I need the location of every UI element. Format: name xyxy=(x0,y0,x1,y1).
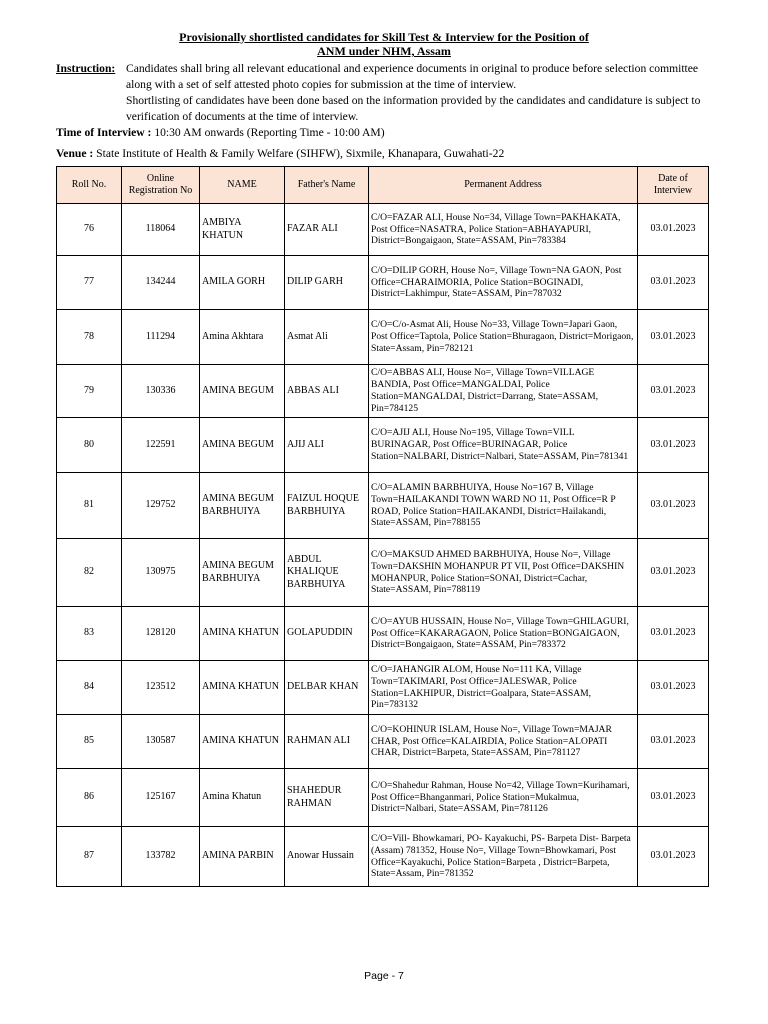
cell-roll: 78 xyxy=(57,310,122,365)
cell-date: 03.01.2023 xyxy=(638,539,709,607)
cell-registration: 130336 xyxy=(122,365,200,418)
cell-registration: 129752 xyxy=(122,473,200,539)
column-header-name: NAME xyxy=(200,167,285,204)
cell-roll: 76 xyxy=(57,204,122,256)
cell-date: 03.01.2023 xyxy=(638,365,709,418)
cell-date: 03.01.2023 xyxy=(638,418,709,473)
instruction-line: Shortlisting of candidates have been done based on the information provided by the candidates and candidature is subject to xyxy=(126,94,701,107)
table-row xyxy=(57,204,709,256)
table-row xyxy=(57,256,709,310)
page-number: Page - 7 xyxy=(364,970,404,982)
cell-registration: 118064 xyxy=(122,204,200,256)
table-row xyxy=(57,715,709,769)
cell-name: Amina Khatun xyxy=(200,769,285,827)
cell-address: C/O=ALAMIN BARBHUIYA, House No=167 B, Village Town=HAILAKANDI TOWN WARD NO 11, Post Office=R P ROAD, Police Station=HAILAKANDI, District=Hailakandi, State=ASSAM, Pin=788155 xyxy=(369,473,638,539)
column-header-date: Date of Interview xyxy=(638,167,709,204)
cell-name: AMILA GORH xyxy=(200,256,285,310)
table-row xyxy=(57,310,709,365)
cell-roll: 81 xyxy=(57,473,122,539)
cell-father-name: FAIZUL HOQUE BARBHUIYA xyxy=(285,473,369,539)
instruction-line: along with a set of self attested photo copies for submission at the time of interview. xyxy=(126,78,517,91)
cell-registration: 128120 xyxy=(122,607,200,661)
column-header-registration: Online Registration No xyxy=(122,167,200,204)
interview-time-label: Time of Interview : xyxy=(56,126,152,139)
cell-registration: 125167 xyxy=(122,769,200,827)
cell-registration: 134244 xyxy=(122,256,200,310)
cell-name: AMINA PARBIN xyxy=(200,827,285,887)
cell-father-name: ABDUL KHALIQUE BARBHUIYA xyxy=(285,539,369,607)
instruction-line: Candidates shall bring all relevant educational and experience documents in original to produce before selection committee xyxy=(126,62,699,75)
candidates-table xyxy=(56,166,709,887)
cell-roll: 79 xyxy=(57,365,122,418)
cell-father-name: FAZAR ALI xyxy=(285,204,369,256)
column-header-address: Permanent Address xyxy=(369,167,638,204)
cell-father-name: DILIP GARH xyxy=(285,256,369,310)
cell-roll: 82 xyxy=(57,539,122,607)
interview-venue-value: State Institute of Health & Family Welfare (SIHFW), Sixmile, Khanapara, Guwahati-22 xyxy=(93,147,505,160)
cell-registration: 122591 xyxy=(122,418,200,473)
cell-roll: 77 xyxy=(57,256,122,310)
cell-date: 03.01.2023 xyxy=(638,715,709,769)
cell-address: C/O=ABBAS ALI, House No=, Village Town=VILLAGE BANDIA, Post Office=MANGALDAI, Police Station=MANGALDAI, District=Darrang, State=ASSAM, Pin=784125 xyxy=(369,365,638,418)
cell-name: AMINA BEGUM xyxy=(200,418,285,473)
cell-address: C/O=FAZAR ALI, House No=34, Village Town=PAKHAKATA, Post Office=NASATRA, Police Station=ABHAYAPURI, District=Bongaigaon, State=ASSAM, Pin=783384 xyxy=(369,204,638,256)
cell-roll: 85 xyxy=(57,715,122,769)
cell-name: AMINA KHATUN xyxy=(200,715,285,769)
cell-date: 03.01.2023 xyxy=(638,661,709,715)
table-row xyxy=(57,418,709,473)
column-header-roll: Roll No. xyxy=(57,167,122,204)
cell-father-name: ABBAS ALI xyxy=(285,365,369,418)
cell-father-name: AJIJ ALI xyxy=(285,418,369,473)
cell-father-name: Anowar Hussain xyxy=(285,827,369,887)
cell-name: AMINA BEGUM xyxy=(200,365,285,418)
cell-address: C/O=DILIP GORH, House No=, Village Town=NA GAON, Post Office=CHARAIMORIA, Police Station=BOGINADI, District=Lakhimpur, State=ASSAM, Pin=787032 xyxy=(369,256,638,310)
table-row xyxy=(57,365,709,418)
table-row xyxy=(57,607,709,661)
cell-date: 03.01.2023 xyxy=(638,310,709,365)
cell-address: C/O=KOHINUR ISLAM, House No=, Village Town=MAJAR CHAR, Post Office=KALAIRDIA, Police Station=ALOPATI CHAR, District=Barpeta, State=ASSAM, Pin=781127 xyxy=(369,715,638,769)
cell-name: AMINA KHATUN xyxy=(200,607,285,661)
cell-address: C/O=AJIJ ALI, House No=195, Village Town=VILL BURINAGAR, Post Office=BURINAGAR, Police Station=NALBARI, District=Nalbari, State=ASSAM, Pin=781341 xyxy=(369,418,638,473)
cell-roll: 83 xyxy=(57,607,122,661)
cell-address: C/O=Shahedur Rahman, House No=42, Village Town=Kurihamari, Post Office=Bhanganmari, Police Station=Mukalmua, District=Nalbari, State=ASSAM, Pin=781126 xyxy=(369,769,638,827)
cell-date: 03.01.2023 xyxy=(638,473,709,539)
instruction-line: verification of documents at the time of interview. xyxy=(126,110,359,123)
cell-registration: 123512 xyxy=(122,661,200,715)
table-header-row xyxy=(57,167,709,204)
interview-time-value: 10:30 AM onwards (Reporting Time - 10:00 AM) xyxy=(151,126,385,139)
cell-roll: 86 xyxy=(57,769,122,827)
cell-name: AMINA BEGUM BARBHUIYA xyxy=(200,539,285,607)
cell-date: 03.01.2023 xyxy=(638,204,709,256)
cell-roll: 87 xyxy=(57,827,122,887)
cell-name: AMINA KHATUN xyxy=(200,661,285,715)
cell-father-name: SHAHEDUR RAHMAN xyxy=(285,769,369,827)
cell-registration: 111294 xyxy=(122,310,200,365)
instruction-text xyxy=(126,61,716,125)
cell-date: 03.01.2023 xyxy=(638,769,709,827)
cell-address: C/O=AYUB HUSSAIN, House No=, Village Town=GHILAGURI, Post Office=KAKARAGAON, Police Station=BONGAIGAON, District=Bongaigaon, State=ASSAM, Pin=783372 xyxy=(369,607,638,661)
cell-registration: 130587 xyxy=(122,715,200,769)
cell-roll: 84 xyxy=(57,661,122,715)
page-subtitle: ANM under NHM, Assam xyxy=(317,44,451,58)
page-title: Provisionally shortlisted candidates for Skill Test & Interview for the Position of xyxy=(179,30,589,44)
cell-address: C/O=MAKSUD AHMED BARBHUIYA, House No=, Village Town=DAKSHIN MOHANPUR PT VII, Post Office=DAKSHIN MOHANPUR, Police Station=SONAI, District=Cachar, State=ASSAM, Pin=788119 xyxy=(369,539,638,607)
cell-date: 03.01.2023 xyxy=(638,256,709,310)
table-row xyxy=(57,827,709,887)
cell-name: Amina Akhtara xyxy=(200,310,285,365)
cell-registration: 130975 xyxy=(122,539,200,607)
cell-father-name: RAHMAN ALI xyxy=(285,715,369,769)
cell-address: C/O=JAHANGIR ALOM, House No=111 KA, Village Town=TAKIMARI, Post Office=JALESWAR, Police Station=LAKHIPUR, District=Goalpara, State=ASSAM, Pin=783132 xyxy=(369,661,638,715)
cell-name: AMBIYA KHATUN xyxy=(200,204,285,256)
cell-address: C/O=Vill- Bhowkamari, PO- Kayakuchi, PS- Barpeta Dist- Barpeta (Assam) 781352, House No=, Village Town=Bhowkamari, Post Office=Kayakuchi, Police Station=Barpeta , District=Barpeta, State=Assam, Pin=781352 xyxy=(369,827,638,887)
cell-registration: 133782 xyxy=(122,827,200,887)
table-row xyxy=(57,539,709,607)
table-row xyxy=(57,473,709,539)
table-row xyxy=(57,769,709,827)
cell-name: AMINA BEGUM BARBHUIYA xyxy=(200,473,285,539)
cell-father-name: DELBAR KHAN xyxy=(285,661,369,715)
cell-father-name: Asmat Ali xyxy=(285,310,369,365)
interview-time xyxy=(56,125,385,141)
interview-venue xyxy=(56,146,504,162)
cell-date: 03.01.2023 xyxy=(638,607,709,661)
column-header-father: Father's Name xyxy=(285,167,369,204)
interview-venue-label: Venue : xyxy=(56,147,94,160)
table-row xyxy=(57,661,709,715)
cell-roll: 80 xyxy=(57,418,122,473)
cell-address: C/O=C/o-Asmat Ali, House No=33, Village Town=Japari Gaon, Post Office=Taptola, Police Station=Bhuragaon, District=Morigaon, State=Assam, Pin=782121 xyxy=(369,310,638,365)
cell-father-name: GOLAPUDDIN xyxy=(285,607,369,661)
instruction-label: Instruction: xyxy=(56,62,116,75)
cell-date: 03.01.2023 xyxy=(638,827,709,887)
